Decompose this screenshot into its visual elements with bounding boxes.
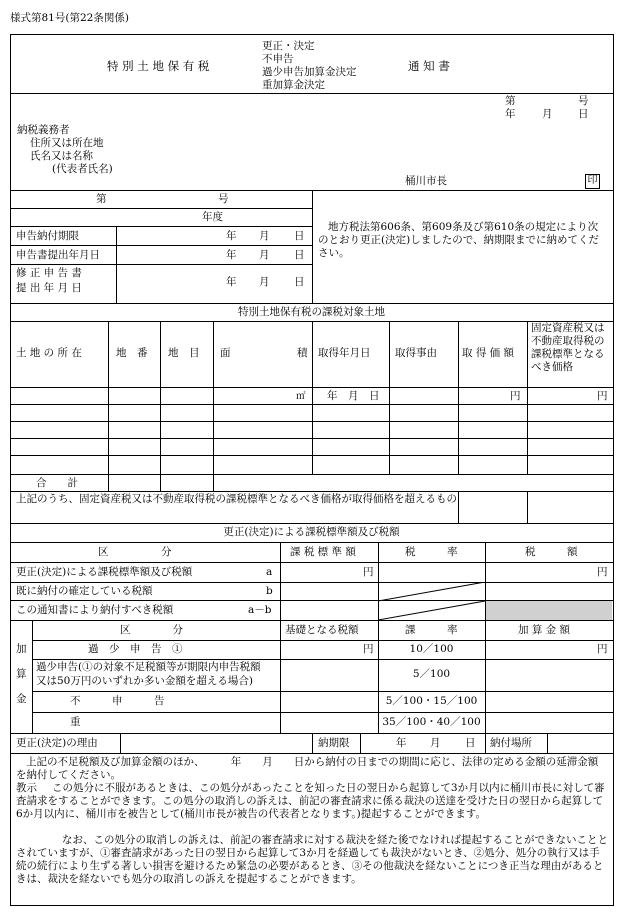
hdr-area2: 積	[297, 347, 308, 359]
doc-day: 日	[578, 108, 589, 120]
row-submit-year: 年	[226, 249, 237, 261]
due-month: 月	[430, 737, 441, 749]
row-amend-day: 日	[294, 276, 305, 288]
tax-row-a-code: a	[266, 566, 273, 578]
pen-hdr-amount: 加 算 金 額	[518, 624, 571, 636]
kyoji-label: 教示	[16, 782, 37, 794]
tax-row-a-yen: 円	[363, 566, 374, 578]
row-deadline-label: 申告納付期限	[16, 230, 79, 242]
pen-row4-label: 重	[70, 716, 81, 728]
hdr-lot: 地 番	[116, 347, 148, 359]
penalty-side-1: 加	[16, 643, 27, 655]
seal-mark: 印	[585, 174, 600, 189]
doc-month: 月	[542, 108, 553, 120]
tax-row-b-code: b	[266, 585, 273, 597]
doc-go: 号	[578, 95, 589, 107]
doc-year: 年	[505, 108, 516, 120]
tax-hdr-rate: 税 率	[405, 546, 458, 558]
row-submit-month: 月	[259, 249, 270, 261]
pen-row2-label2: 又は50万円のいずれか多い金額を超える場合)	[36, 675, 253, 687]
row-amend-year: 年	[226, 276, 237, 288]
unit-yen-price: 円	[510, 390, 521, 402]
hdr-area1: 面	[220, 347, 231, 359]
hdr-location: 土 地 の 所 在	[16, 347, 82, 359]
penalty-side-3: 金	[16, 693, 27, 705]
total-label: 合 計	[36, 477, 78, 489]
pen-hdr-rate: 課 率	[405, 624, 458, 636]
hdr-category: 地 目	[168, 347, 200, 359]
row-deadline-month: 月	[259, 230, 270, 242]
pen-row2-label1: 過少申告(①の対象不足税額等が期限内申告税額	[36, 661, 261, 673]
form-reference: 様式第81号(第22条関係)	[10, 12, 129, 24]
due-day: 日	[465, 737, 476, 749]
row-submit-day: 日	[294, 249, 305, 261]
tax-row-a-label: 更正(決定)による課税標準額及び税額	[16, 566, 193, 578]
tax-hdr-amount: 税 額	[525, 546, 578, 558]
tax-name: 特 別 土 地 保 有 税	[107, 59, 210, 73]
pen-hdr-base: 基礎となる税額	[285, 624, 359, 636]
row-amend-label1: 修 正 申 告 書	[16, 267, 82, 279]
left-nendo: 年度	[202, 211, 223, 223]
option-kousei: 更正・決定	[262, 40, 315, 52]
pen-row1-yen2: 円	[597, 643, 608, 655]
tax-row-b-label: 既に納付の確定している税額	[16, 585, 153, 597]
land-title: 特別土地保有税の課税対象土地	[238, 306, 385, 318]
tax-row-a-yen2: 円	[597, 566, 608, 578]
pen-row2-rate: 5／100	[412, 668, 451, 680]
pen-row1-rate: 10／100	[409, 643, 454, 655]
hdr-assessed-value: 固定資産税又は不動産取得税の課税標準となるべき価格	[531, 322, 605, 373]
tax-hdr-kubun: 区 分	[98, 546, 172, 558]
pen-row3-label: 不 申 告	[70, 695, 165, 707]
row-amend-label2: 提 出 年 月 日	[16, 282, 82, 294]
shaded-cell	[486, 601, 612, 620]
option-kashou: 過少申告加算金決定	[262, 66, 357, 78]
taxpayer-label: 納税義務者	[17, 124, 70, 136]
diagonal-strikes	[378, 582, 486, 620]
due-year: 年	[396, 737, 407, 749]
option-jukasan: 重加算金決定	[262, 79, 325, 91]
law-notice: 地方税法第606条、第609条及び第610条の規定により次のとおり更正(決定)しましたので、納期限までに納めてください。	[318, 221, 599, 259]
left-go: 号	[218, 193, 229, 205]
reason-label: 更正(決定)の理由	[16, 737, 98, 749]
due-label: 納期限	[318, 737, 350, 749]
land-note: 上記のうち、固定資産税又は不動産取得税の課税標準となるべき価格が取得価格を超えるもの	[16, 493, 457, 505]
unit-date: 年 月 日	[327, 390, 380, 402]
pen-row4-rate: 35／100・40／100	[382, 716, 481, 728]
pen-hdr-kubun: 区 分	[120, 624, 183, 636]
unit-area: ㎡	[296, 391, 306, 402]
issuer-name: 桶川市長	[405, 175, 447, 187]
taxpayer-address: 住所又は所在地	[30, 137, 104, 149]
kyoji-text-2: なお、この処分の取消しの訴えは、前記の審査請求に対する裁決を経た後でなければ提起することができないこととされていますが、①審査請求があった日の翌日から起算して3か月を経過しても裁決がないとき、②処分、処分の執行又は手続の続行により生ずる著しい損害を避けるため緊急の必要があるとき、③その他裁決を経ないことにつき正当な理由があるときは、裁決を経ないでも処分の取消しの訴えを提起することができます。	[16, 834, 608, 885]
tax-row-ab-code: a－b	[248, 604, 272, 616]
hdr-acq-reason: 取得事由	[395, 347, 437, 359]
hdr-acq-price: 取 得 価 額	[462, 347, 515, 359]
pen-row1-label: 過 少 申 告 ①	[88, 643, 183, 655]
doc-dai: 第	[505, 95, 516, 107]
row-deadline-day: 日	[294, 230, 305, 242]
hdr-acq-date: 取得年月日	[318, 347, 371, 359]
row-amend-month: 月	[259, 276, 270, 288]
taxpayer-rep: (代表者氏名)	[52, 163, 113, 175]
kyoji-text-1: この処分に不服があるときは、この処分があったことを知った日の翌日から起算して3か月以内に桶川市長に対して審査請求をすることができます。この処分の取消しの訴えは、前記の審査請求に係る裁決の送達を受けた日の翌日から起算して6か月以内に、桶川市を被告として(桶川市長が被告の代表者となります。)提起することができます。	[16, 782, 605, 820]
tax-title: 更正(決定)による課税標準額及び税額	[223, 526, 400, 538]
row-deadline-year: 年	[226, 230, 237, 242]
unit-yen-value: 円	[597, 390, 608, 402]
pen-row3-rate: 5／100・15／100	[385, 695, 478, 707]
penalty-side-2: 算	[16, 668, 27, 680]
taxpayer-name: 氏名又は名称	[30, 150, 93, 162]
tax-row-ab-label: この通知書により納付すべき税額	[16, 604, 174, 616]
option-fushinkoku: 不申告	[262, 53, 294, 65]
tax-hdr-base: 課 税 標 準 額	[290, 546, 356, 558]
pen-row1-yen: 円	[363, 643, 374, 655]
row-submit-label: 申告書提出年月日	[16, 249, 100, 261]
late-fee-text: 上記の不足税額及び加算金額のほか、 年 月 日から納付の日までの期間に応じ、法律の定める金額の延滞金額を納付してください。	[16, 756, 599, 781]
notice-label: 通 知 書	[408, 59, 450, 73]
left-dai: 第	[96, 193, 107, 205]
place-label: 納付場所	[490, 737, 532, 749]
